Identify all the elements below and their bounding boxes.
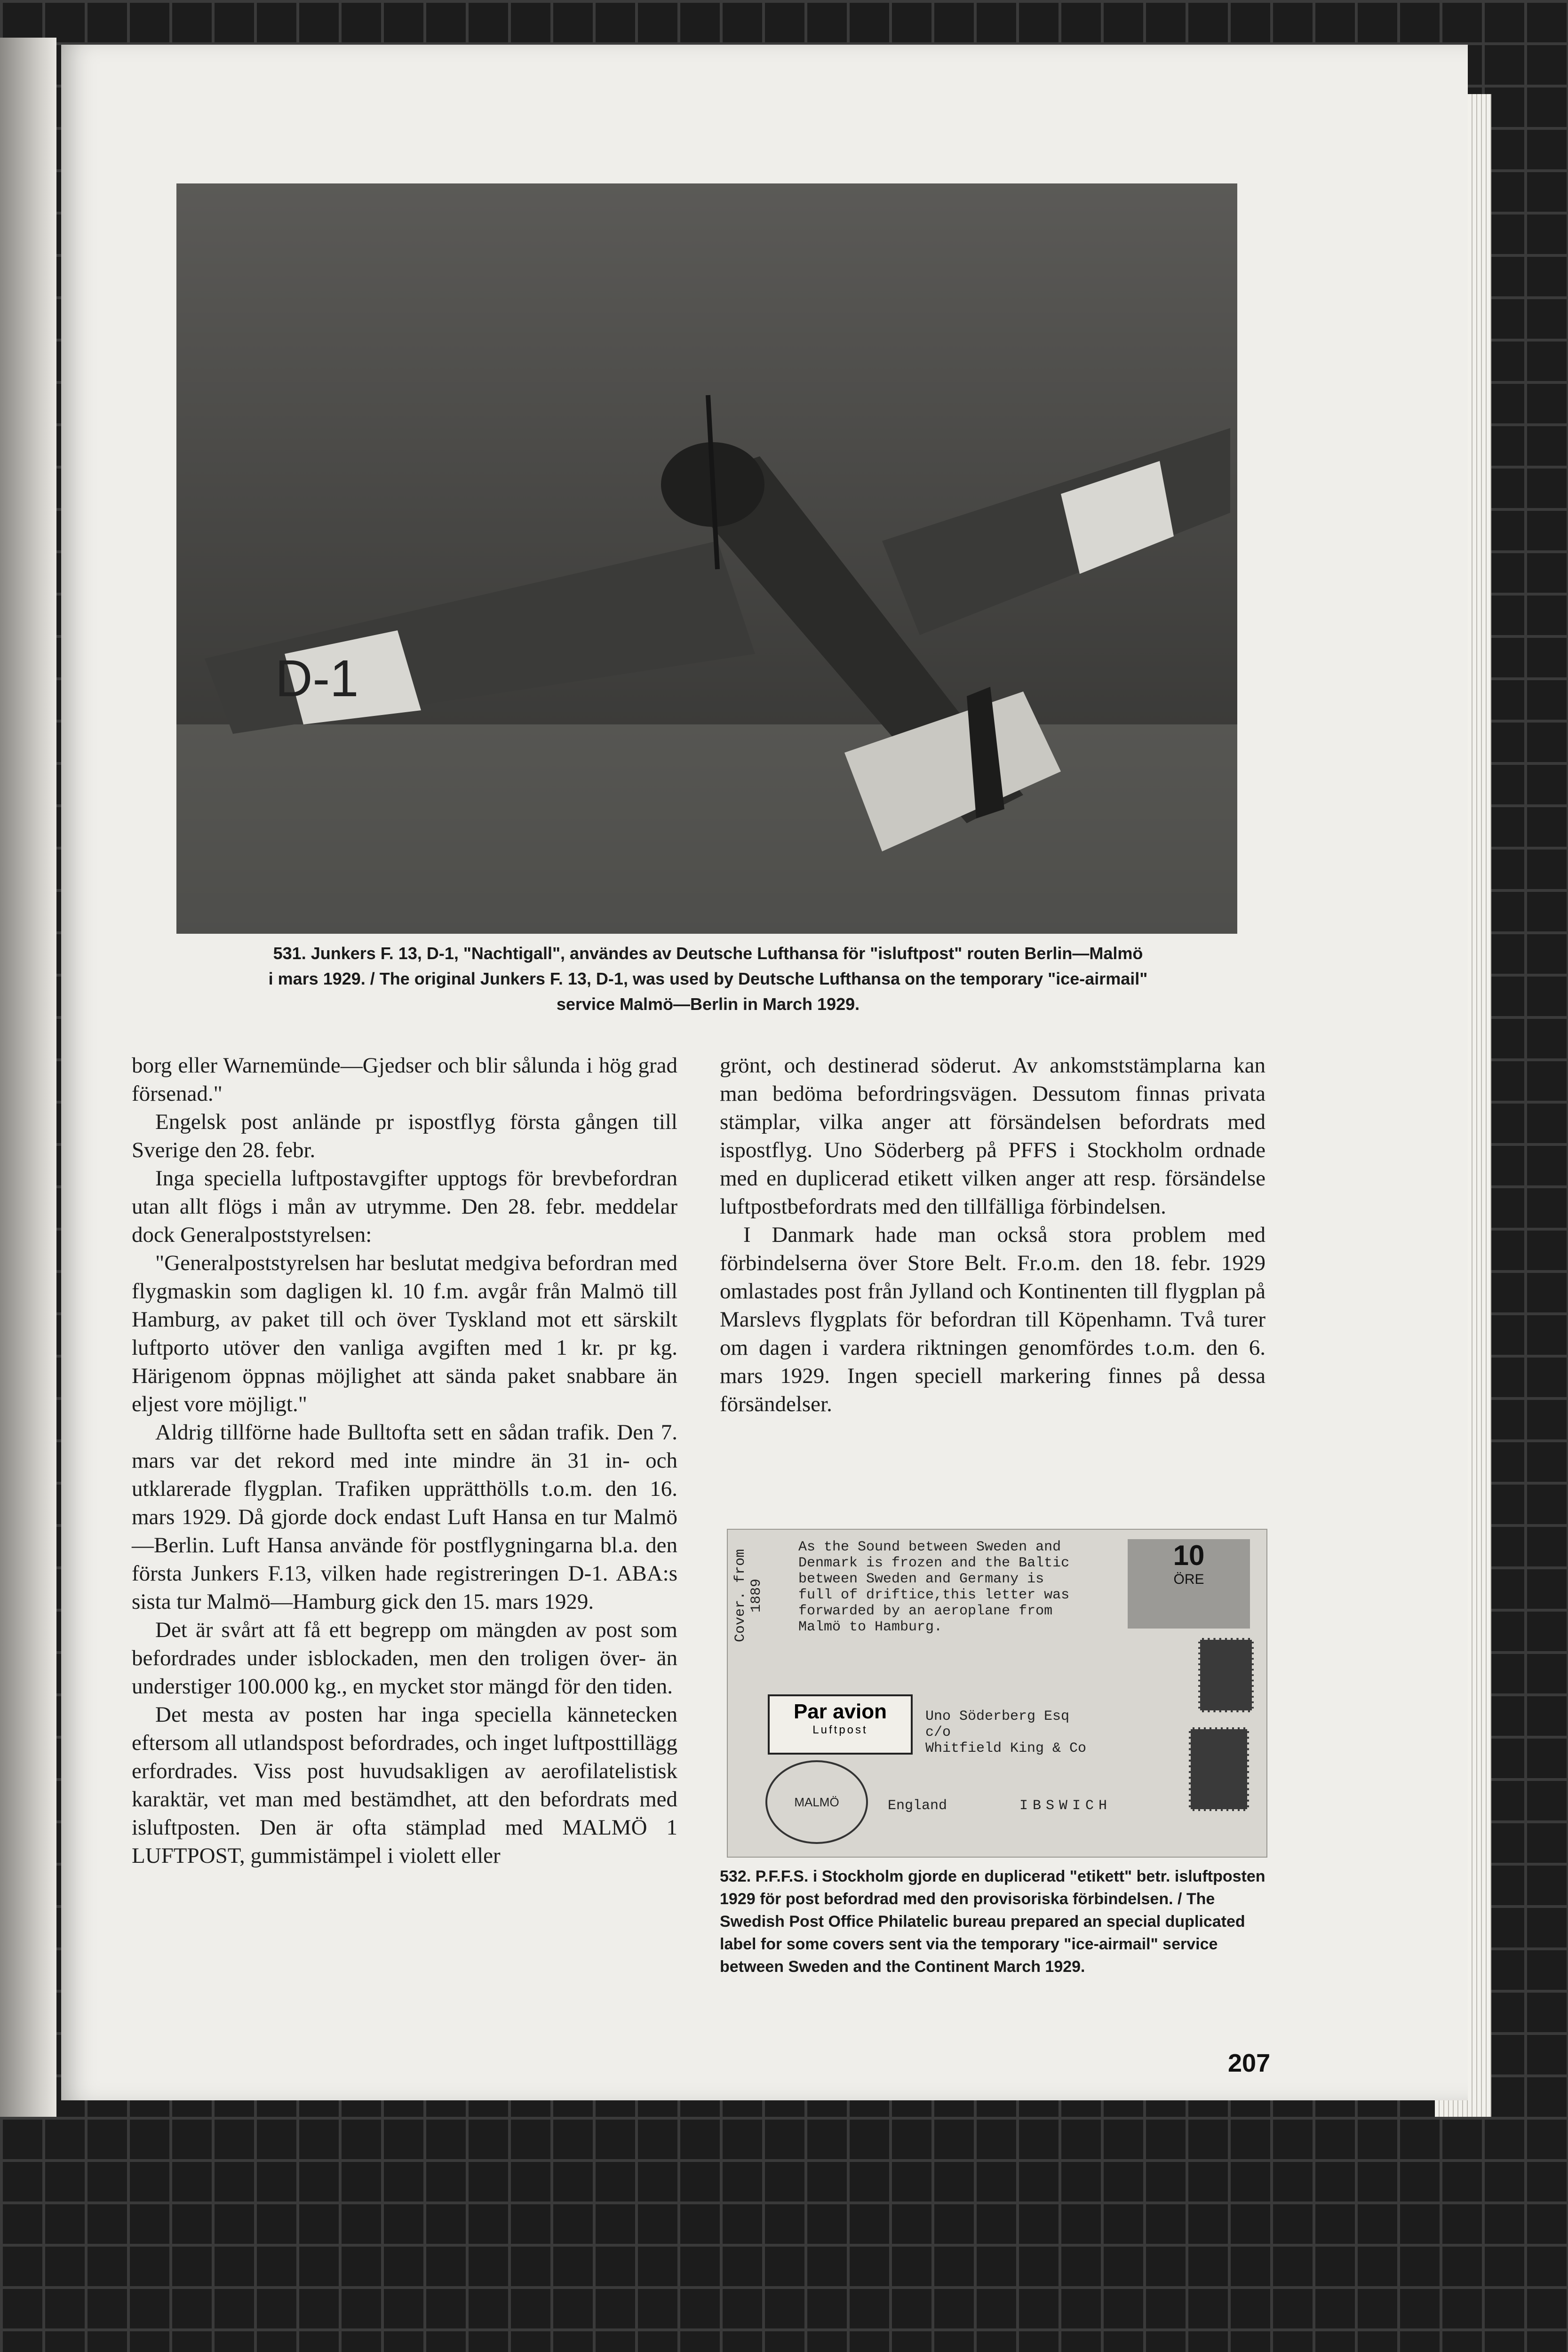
right-text-column bbox=[720, 1051, 1266, 1418]
cover-country: England bbox=[888, 1798, 947, 1814]
cover-side-note: Cover. from 1889 bbox=[732, 1549, 764, 1643]
wing-marking-left: D-1 bbox=[275, 650, 359, 707]
postage-stamp bbox=[1198, 1638, 1254, 1712]
paragraph: I Danmark hade man också stora problem med förbindelserna över Store Belt. Fr.o.m. den 18. febr. 1929 omlastades post från Jylland och Kontinenten till flygplan på Marslevs flygplats för befordran till Köpenhamn. Två turer om dagen i vardera riktningen genomfördes t.o.m. den 6. mars 1929. Ingen speciell markering finnes på dessa försändelser. bbox=[720, 1223, 1266, 1416]
malmo-postmark: MALMÖ bbox=[765, 1760, 868, 1844]
typed-message: As the Sound between Sweden and Denmark is frozen and the Baltic between Sweden and Germany is full of driftice,this letter was forwarded by an aeroplane from Malmö to Hamburg. bbox=[798, 1539, 1070, 1635]
cover-city: IBSWICH bbox=[1019, 1798, 1112, 1814]
figure-531-caption bbox=[179, 941, 1237, 1017]
paragraph: borg eller Warnemünde—Gjedser och blir sålunda i hög grad försenad." bbox=[132, 1053, 677, 1106]
paragraph: grönt, och destinerad söderut. Av ankomststämplarna kan man bedöma befordringsvägen. Dessutom finnas privata stämplar, vilka anger att försändelsen befordrats med ispostflyg. Uno Söderberg på PFFS i Stockholm ordnade med en duplicerad etikett vilken anger att resp. försändelse luftpostbefordrats med den tillfälliga förbindelsen. bbox=[720, 1053, 1266, 1219]
paragraph: Aldrig tillförne hade Bulltofta sett en sådan trafik. Den 7. mars var det rekord med inte mindre än 31 in- och utklarerade flygplan. Trafiken upprätthölls t.o.m. den 16. mars 1929. Då gjorde dock endast Luft Hansa en tur Malmö—Berlin. Luft Hansa använde för postflygningarna bl.a. den första Junkers F.13, vilken hade registreringen D-1. ABA:s sista tur Malmö—Hamburg gick den 15. mars 1929. bbox=[132, 1420, 677, 1614]
label-value: 10 bbox=[1173, 1540, 1205, 1571]
page-number: 207 bbox=[1228, 2049, 1271, 2077]
postal-label bbox=[1128, 1539, 1250, 1629]
paragraph: "Generalpoststyrelsen har beslutat medgiva befordran med flygmaskin som dagligen kl. 10 f.m. avgår från Malmö till Hamburg, av paket till och över Tyskland mot ett särskilt luftporto utöver den vanliga avgiften med 1 kr. pr kg. Härigenom öppnas möjlighet att sända paket snabbare än eljest vore möjligt." bbox=[132, 1251, 677, 1416]
par-avion-label bbox=[768, 1694, 913, 1755]
caption-line: service Malmö—Berlin in March 1929. bbox=[556, 994, 860, 1014]
postage-stamp bbox=[1189, 1727, 1249, 1811]
par-avion-text: Par avion bbox=[793, 1700, 887, 1723]
caption-line: 531. Junkers F. 13, D-1, "Nachtigall", användes av Deutsche Lufthansa för "isluftpost" routen Berlin—Malmö bbox=[273, 944, 1143, 963]
airplane-photo bbox=[176, 183, 1237, 934]
luftpost-text: Luftpost bbox=[812, 1724, 868, 1736]
paragraph: Det är svårt att få ett begrepp om mängden av post som befordrades under isblockaden, men den troligen över- än understiger 100.000 kg., en mycket stor mängd för den tiden. bbox=[132, 1618, 677, 1699]
paragraph: Engelsk post anlände pr ispostflyg första gången till Sverige den 28. febr. bbox=[132, 1110, 677, 1162]
air-mail-cover-image bbox=[727, 1529, 1267, 1858]
paragraph: Inga speciella luftpostavgifter upptogs för brevbefordran utan allt flögs i mån av utrymme. Den 28. febr. meddelar dock Generalpoststyrelsen: bbox=[132, 1166, 677, 1247]
facing-page-edge bbox=[0, 38, 56, 2117]
cover-address: Uno Söderberg Esq c/o Whitfield King & Co bbox=[925, 1708, 1087, 1756]
caption-line: i mars 1929. / The original Junkers F. 13, D-1, was used by Deutsche Lufthansa on the temporary "ice-airmail" bbox=[268, 969, 1148, 988]
figure-532-caption: 532. P.F.F.S. i Stockholm gjorde en duplicerad "etikett" betr. isluftposten 1929 för post befordrad med den provisoriska förbindelsen. / The Swedish Post Office Philatelic bureau prepared an special duplicated label for some covers sent via the temporary "ice-airmail" service between Sweden and the Continent March 1929. bbox=[720, 1867, 1266, 1976]
left-text-column bbox=[132, 1051, 677, 1870]
label-unit: ÖRE bbox=[1173, 1572, 1204, 1587]
paragraph: Det mesta av posten har inga speciella kännetecken eftersom all utlandspost befordrades, och inget luftposttillägg erfordrades. Viss post huvudsakligen av aerofilatelistisk karaktär, vet man med bestämdhet, att den befordrats med isluftposten. Den är ofta stämplad med MALMÖ 1 LUFTPOST, gummistämpel i violett eller bbox=[132, 1702, 677, 1868]
book-page bbox=[61, 45, 1468, 2100]
